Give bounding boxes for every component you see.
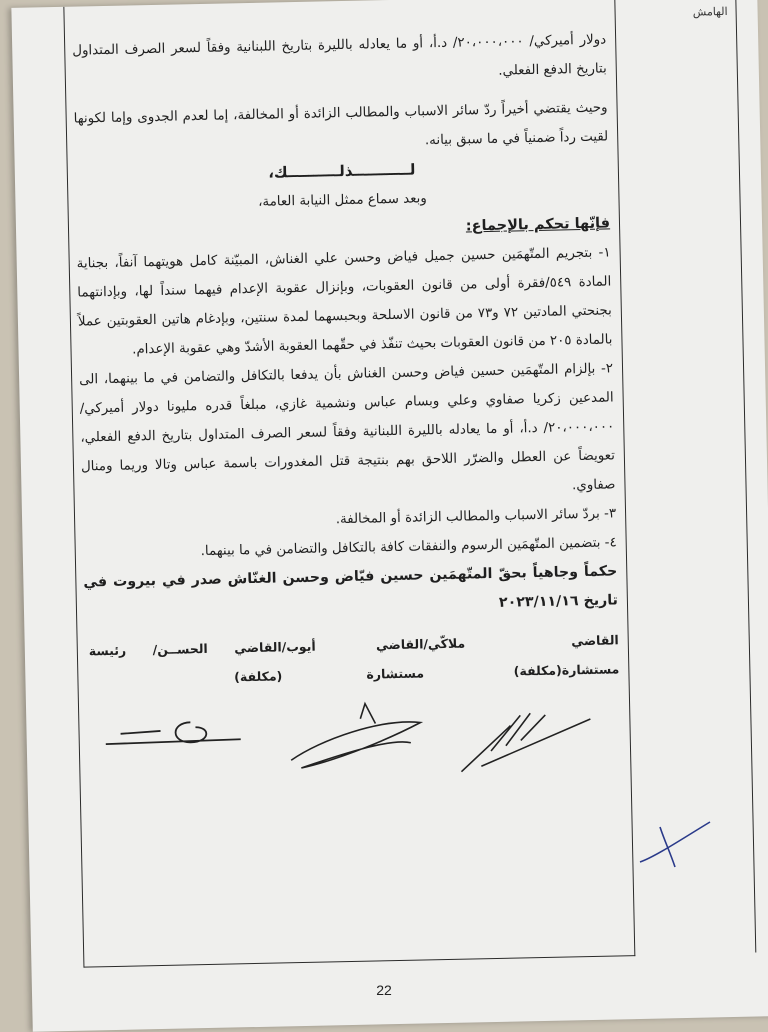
- verdict-heading: فإنّها تحكم بالإجماع:: [465, 215, 611, 235]
- closing-statement: حكماً وجاهياً بحقّ المتّهمَين حسين فيّاض وحسن الغنّاش صدر في بيروت في تاريخ ٢٠٢٣/١١/١٦: [83, 563, 619, 611]
- after-hearing-line: وبعد سماع ممثل النيابة العامة،: [257, 191, 427, 210]
- ruling-item: ٤- بتضمين المتّهمَين الرسوم والنفقات كافة بالتكافل والتضامن في ما بينهما.: [200, 535, 617, 560]
- signature-2: [280, 697, 432, 780]
- paragraph: وحيث يقتضي أخيراً ردّ سائر الاسباب والمطالب الزائدة أو المخالفة، إما لعدم الجدوى وإما لكونها لقيت رداً ضمنياً في ما سبق بيانه.: [73, 100, 609, 149]
- ruling-item: ٢- بإلزام المتّهمَين حسين فياض وحسن الغناش بأن يدفعا بالتكافل والتضامن في ما بينهما، الى المدعين زكريا صفاوي وعلي وبسام عباس ونشمية غازي، مبلغاً قدره مليونا دولار أميركي/ ٢٠،٠٠٠،٠٠٠/ د.أ، أو ما يعادله بالليرة اللبنانية وفقاً لسعر الصرف المتداول بتاريخ الدفع الفعلي، تعويضاً عن العطل والضرّر اللاحق بهم بنتيجة قتل المغدورات باسمة عباس وتالا وريما ومنال صفاوي.: [79, 361, 616, 494]
- document-page: [11, 0, 768, 1032]
- document-body: [72, 25, 622, 784]
- margin-signature: [635, 812, 715, 872]
- page-number: 22: [376, 982, 392, 998]
- judge-name: القاضي ملاكّي/ مستشارة(مكلفة): [423, 632, 620, 679]
- signature-1: [450, 694, 602, 777]
- for-these-reasons-heading: لـــــــــــذلــــــــــك،: [268, 160, 416, 182]
- judge-name: القاضي الحســن/ رئيسة (مكلفة): [88, 639, 283, 685]
- paragraph: دولار أميركي/ ٢٠،٠٠٠،٠٠٠/ د.أ، أو ما يعادله بالليرة بتاريخ اللبنانية وفقاً لسعر الصرف المتداول بتاريخ الدفع الفعلي.: [72, 32, 607, 79]
- signatures-area: [86, 693, 622, 784]
- judge-name: القاضي أيوب/ مستشارة: [281, 636, 425, 682]
- margin-label: الهامش: [692, 4, 728, 19]
- judges-row: [85, 625, 620, 694]
- signature-3: [100, 701, 251, 764]
- ruling-item: ١- بتجريم المتّهمَين حسين جميل فياض وحسن علي الغناش، المبيّنة كامل هويتهما آنفاً، بجناية المادة ٥٤٩/فقرة أولى من قانون العقوبات، وبإنزال عقوبة الإعدام فيهما سنداً لها، وبإدانتهما بجنحتي المادتين ٧٢ و٧٣ من قانون الاسلحة وبحبسهما لمدة سنتين، وبإدغام هاتين العقوبتين عملاً بالمادة ٢٠٥ من قانون العقوبات بحيث تنفّذ في حقّهما العقوبة الأشدّ وهي عقوبة الإعدام.: [76, 245, 613, 358]
- ruling-item: ٣- بردّ سائر الاسباب والمطالب الزائدة أو المخالفة.: [335, 506, 617, 528]
